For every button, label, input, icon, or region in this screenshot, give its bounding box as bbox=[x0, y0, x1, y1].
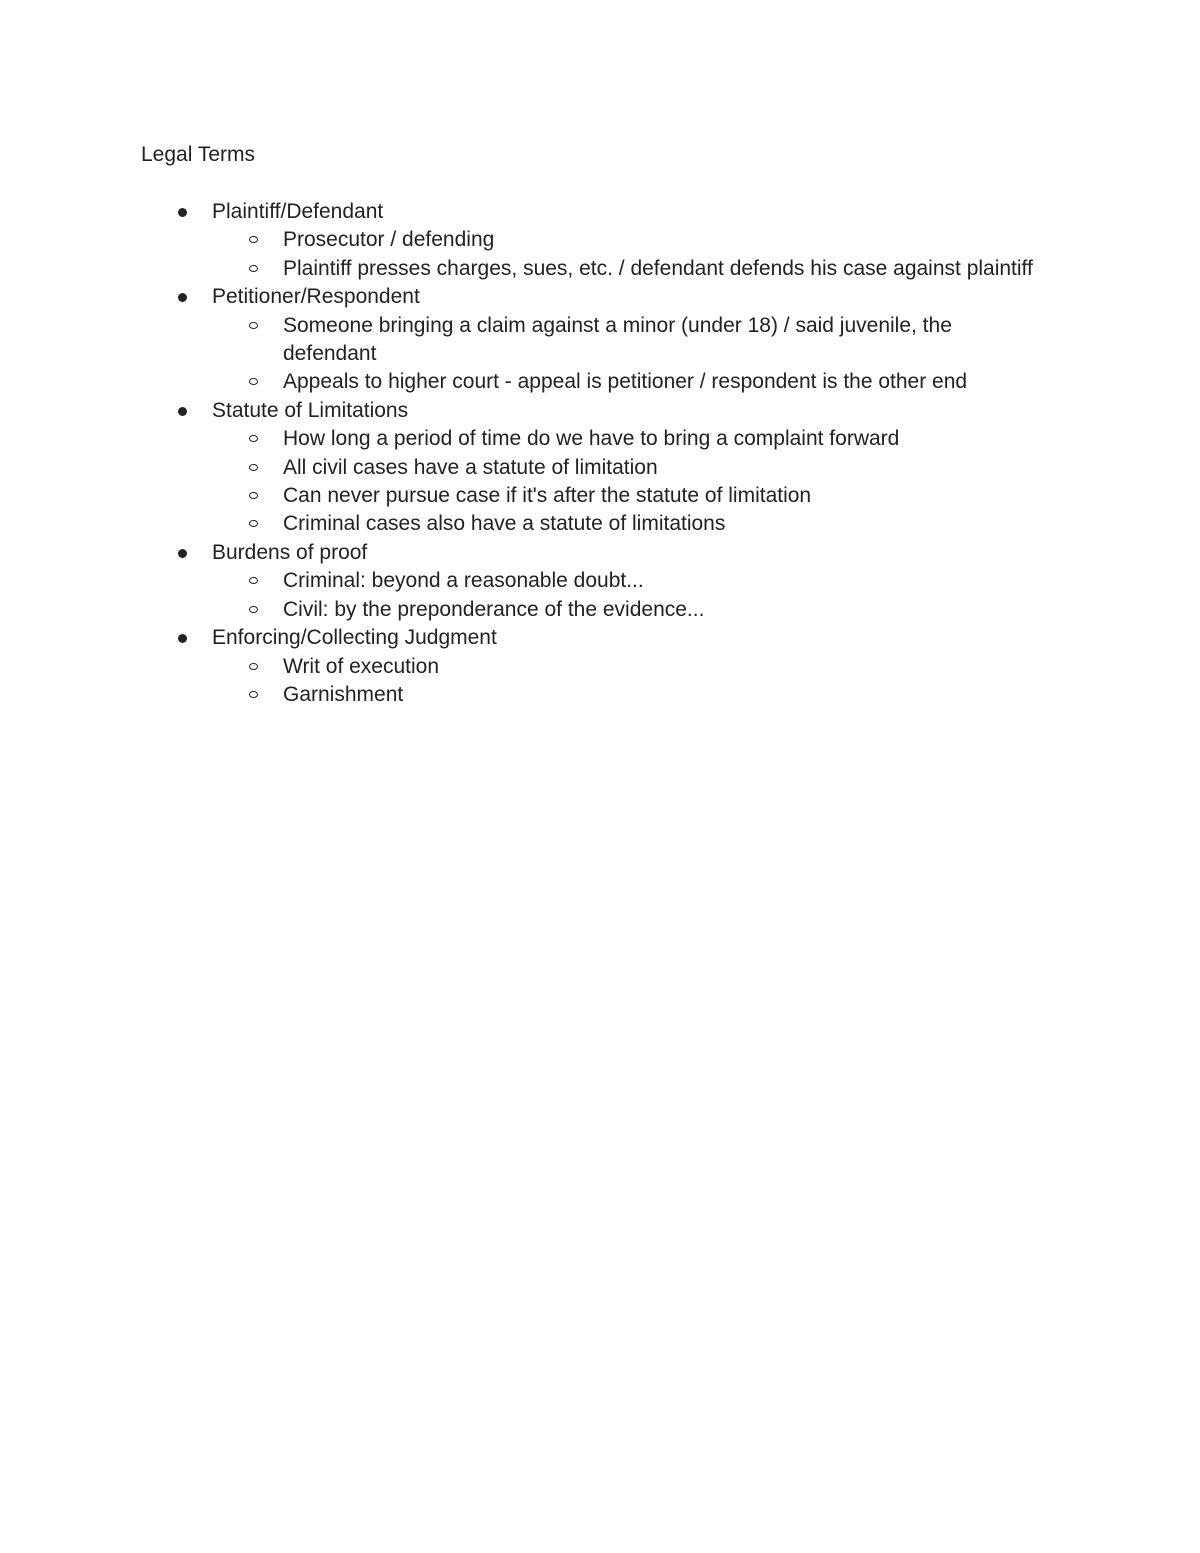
list-item-point bbox=[141, 226, 1091, 254]
hollow-bullet-icon bbox=[249, 691, 258, 698]
term-point: Prosecutor / defending bbox=[283, 228, 495, 252]
hollow-bullet-icon bbox=[249, 492, 258, 499]
list-item-heading bbox=[141, 283, 1091, 311]
term-heading: Statute of Limitations bbox=[212, 398, 409, 422]
list-item-point bbox=[141, 454, 1091, 482]
term-point: How long a period of time do we have to bring a complaint forward bbox=[283, 427, 900, 451]
term-point: Can never pursue case if it's after the statute of limitation bbox=[283, 484, 812, 508]
term-heading: Plaintiff/Defendant bbox=[212, 200, 384, 223]
list-item-point bbox=[141, 653, 1091, 681]
filled-bullet-icon bbox=[178, 208, 187, 217]
term-point: Writ of execution bbox=[283, 654, 440, 678]
term-point: Garnishment bbox=[283, 682, 404, 706]
hollow-bullet-icon bbox=[249, 322, 258, 329]
term-point: Criminal: beyond a reasonable doubt... bbox=[283, 569, 644, 593]
hollow-bullet-icon bbox=[249, 236, 258, 243]
list-item-point bbox=[141, 510, 1091, 538]
filled-bullet-icon bbox=[178, 407, 187, 416]
term-point: Plaintiff presses charges, sues, etc. / defendant defends his case against plaintiff bbox=[283, 256, 1033, 280]
list-item-point bbox=[141, 425, 1091, 453]
list-item-point bbox=[141, 567, 1091, 595]
term-outline bbox=[141, 198, 1091, 709]
list-item-point bbox=[141, 596, 1091, 624]
term-point: All civil cases have a statute of limitation bbox=[283, 455, 658, 479]
hollow-bullet-icon bbox=[249, 435, 258, 442]
hollow-bullet-icon bbox=[249, 464, 258, 471]
list-item-heading bbox=[141, 397, 1091, 425]
filled-bullet-icon bbox=[178, 549, 187, 558]
hollow-bullet-icon bbox=[249, 663, 258, 670]
filled-bullet-icon bbox=[178, 293, 187, 302]
list-item-heading bbox=[141, 539, 1091, 567]
term-heading: Burdens of proof bbox=[212, 540, 368, 564]
document-title: Legal Terms bbox=[141, 143, 256, 166]
hollow-bullet-icon bbox=[249, 265, 258, 272]
term-point: Appeals to higher court - appeal is petitioner / respondent is the other end bbox=[283, 370, 968, 394]
hollow-bullet-icon bbox=[249, 606, 258, 613]
list-item-heading bbox=[141, 198, 1091, 226]
list-item-point bbox=[141, 681, 1091, 709]
term-heading: Petitioner/Respondent bbox=[212, 285, 420, 309]
hollow-bullet-icon bbox=[249, 378, 258, 385]
hollow-bullet-icon bbox=[249, 577, 258, 584]
hollow-bullet-icon bbox=[249, 520, 258, 527]
list-item-point bbox=[141, 312, 1091, 369]
term-point: Civil: by the preponderance of the evidence... bbox=[283, 597, 705, 621]
list-item-heading bbox=[141, 624, 1091, 652]
filled-bullet-icon bbox=[178, 634, 187, 643]
term-point: Someone bringing a claim against a minor (under 18) / said juvenile, the defendant bbox=[283, 313, 952, 366]
list-item-point bbox=[141, 255, 1091, 283]
list-item-point bbox=[141, 368, 1091, 396]
list-item-point bbox=[141, 482, 1091, 510]
term-heading: Enforcing/Collecting Judgment bbox=[212, 626, 497, 650]
term-point: Criminal cases also have a statute of limitations bbox=[283, 512, 726, 536]
